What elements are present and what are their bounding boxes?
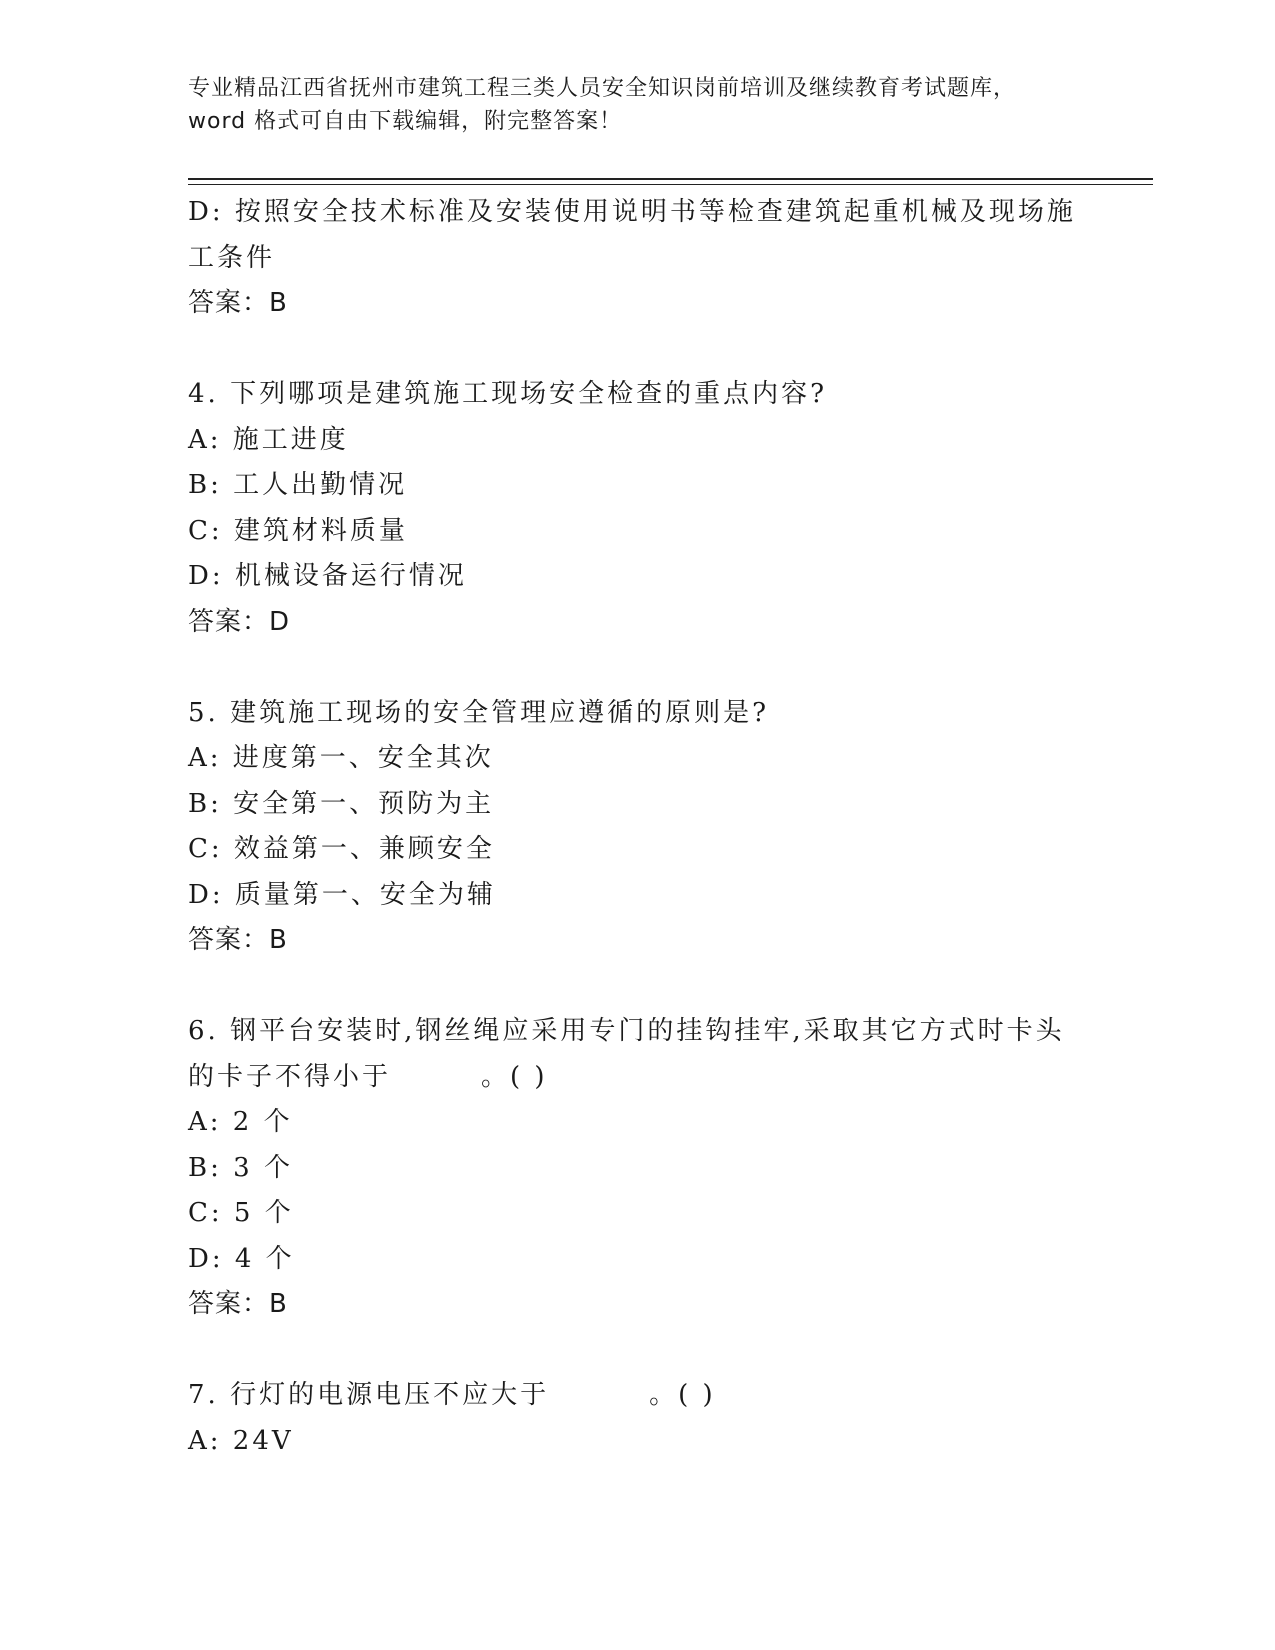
spacer — [188, 327, 1088, 373]
q3-answer: 答案：B — [188, 288, 288, 318]
q4-question: 4. 下列哪项是建筑施工现场安全检查的重点内容? — [188, 379, 828, 409]
q6-question-line2-post: 。( ) — [481, 1061, 548, 1092]
q7-question-post: 。( ) — [649, 1380, 716, 1410]
q7-option-a: A: 24V — [188, 1425, 294, 1456]
q6-option-b: B: 3 个 — [188, 1152, 293, 1183]
q6-option-d: D: 4 个 — [188, 1243, 295, 1274]
q4-option-d: D: 机械设备运行情况 — [188, 561, 467, 591]
document-header — [188, 72, 1088, 138]
q5-option-b: B: 安全第一、预防为主 — [188, 788, 495, 819]
q5-option-c: C: 效益第一、兼顾安全 — [188, 834, 495, 864]
header-title-line2: word 格式可自由下载编辑，附完整答案！ — [188, 109, 623, 134]
q6-question-line2-pre: 的卡子不得小于 — [188, 1061, 392, 1092]
q4-option-b: B: 工人出勤情况 — [188, 470, 408, 500]
q3-option-d-line2: 工条件 — [188, 242, 276, 273]
header-title-line1: 专业精品江西省抚州市建筑工程三类人员安全知识岗前培训及继续教育考试题库， — [188, 76, 1017, 101]
q5-answer: 答案：B — [188, 925, 288, 955]
q6-option-c: C: 5 个 — [188, 1198, 294, 1228]
q6-question-line1: 6. 钢平台安装时,钢丝绳应采用专门的挂钩挂牢,采取其它方式时卡头 — [188, 1016, 1065, 1046]
q4-option-c: C: 建筑材料质量 — [188, 515, 408, 546]
q5-option-a: A: 进度第一、安全其次 — [188, 743, 494, 773]
q4-option-a: A: 施工进度 — [188, 424, 349, 455]
q6-question-line2 — [188, 1055, 1088, 1101]
spacer — [188, 645, 1088, 691]
q3-option-d-line1: D: 按照安全技术标准及安装使用说明书等检查建筑起重机械及现场施 — [188, 197, 1076, 227]
q6-answer: 答案：B — [188, 1289, 288, 1319]
q5-option-d: D: 质量第一、安全为辅 — [188, 879, 496, 910]
spacer — [188, 1328, 1088, 1374]
q7-question-pre: 7. 行灯的电源电压不应大于 — [188, 1380, 550, 1410]
q6-option-a: A: 2 个 — [188, 1107, 293, 1137]
q5-question: 5. 建筑施工现场的安全管理应遵循的原则是? — [188, 697, 770, 728]
spacer — [188, 964, 1088, 1010]
q4-answer: 答案：D — [188, 606, 291, 637]
header-divider-thick — [188, 178, 1153, 180]
q7-question — [188, 1373, 1088, 1419]
question-list — [188, 190, 1088, 1464]
header-divider-thin — [188, 184, 1153, 185]
